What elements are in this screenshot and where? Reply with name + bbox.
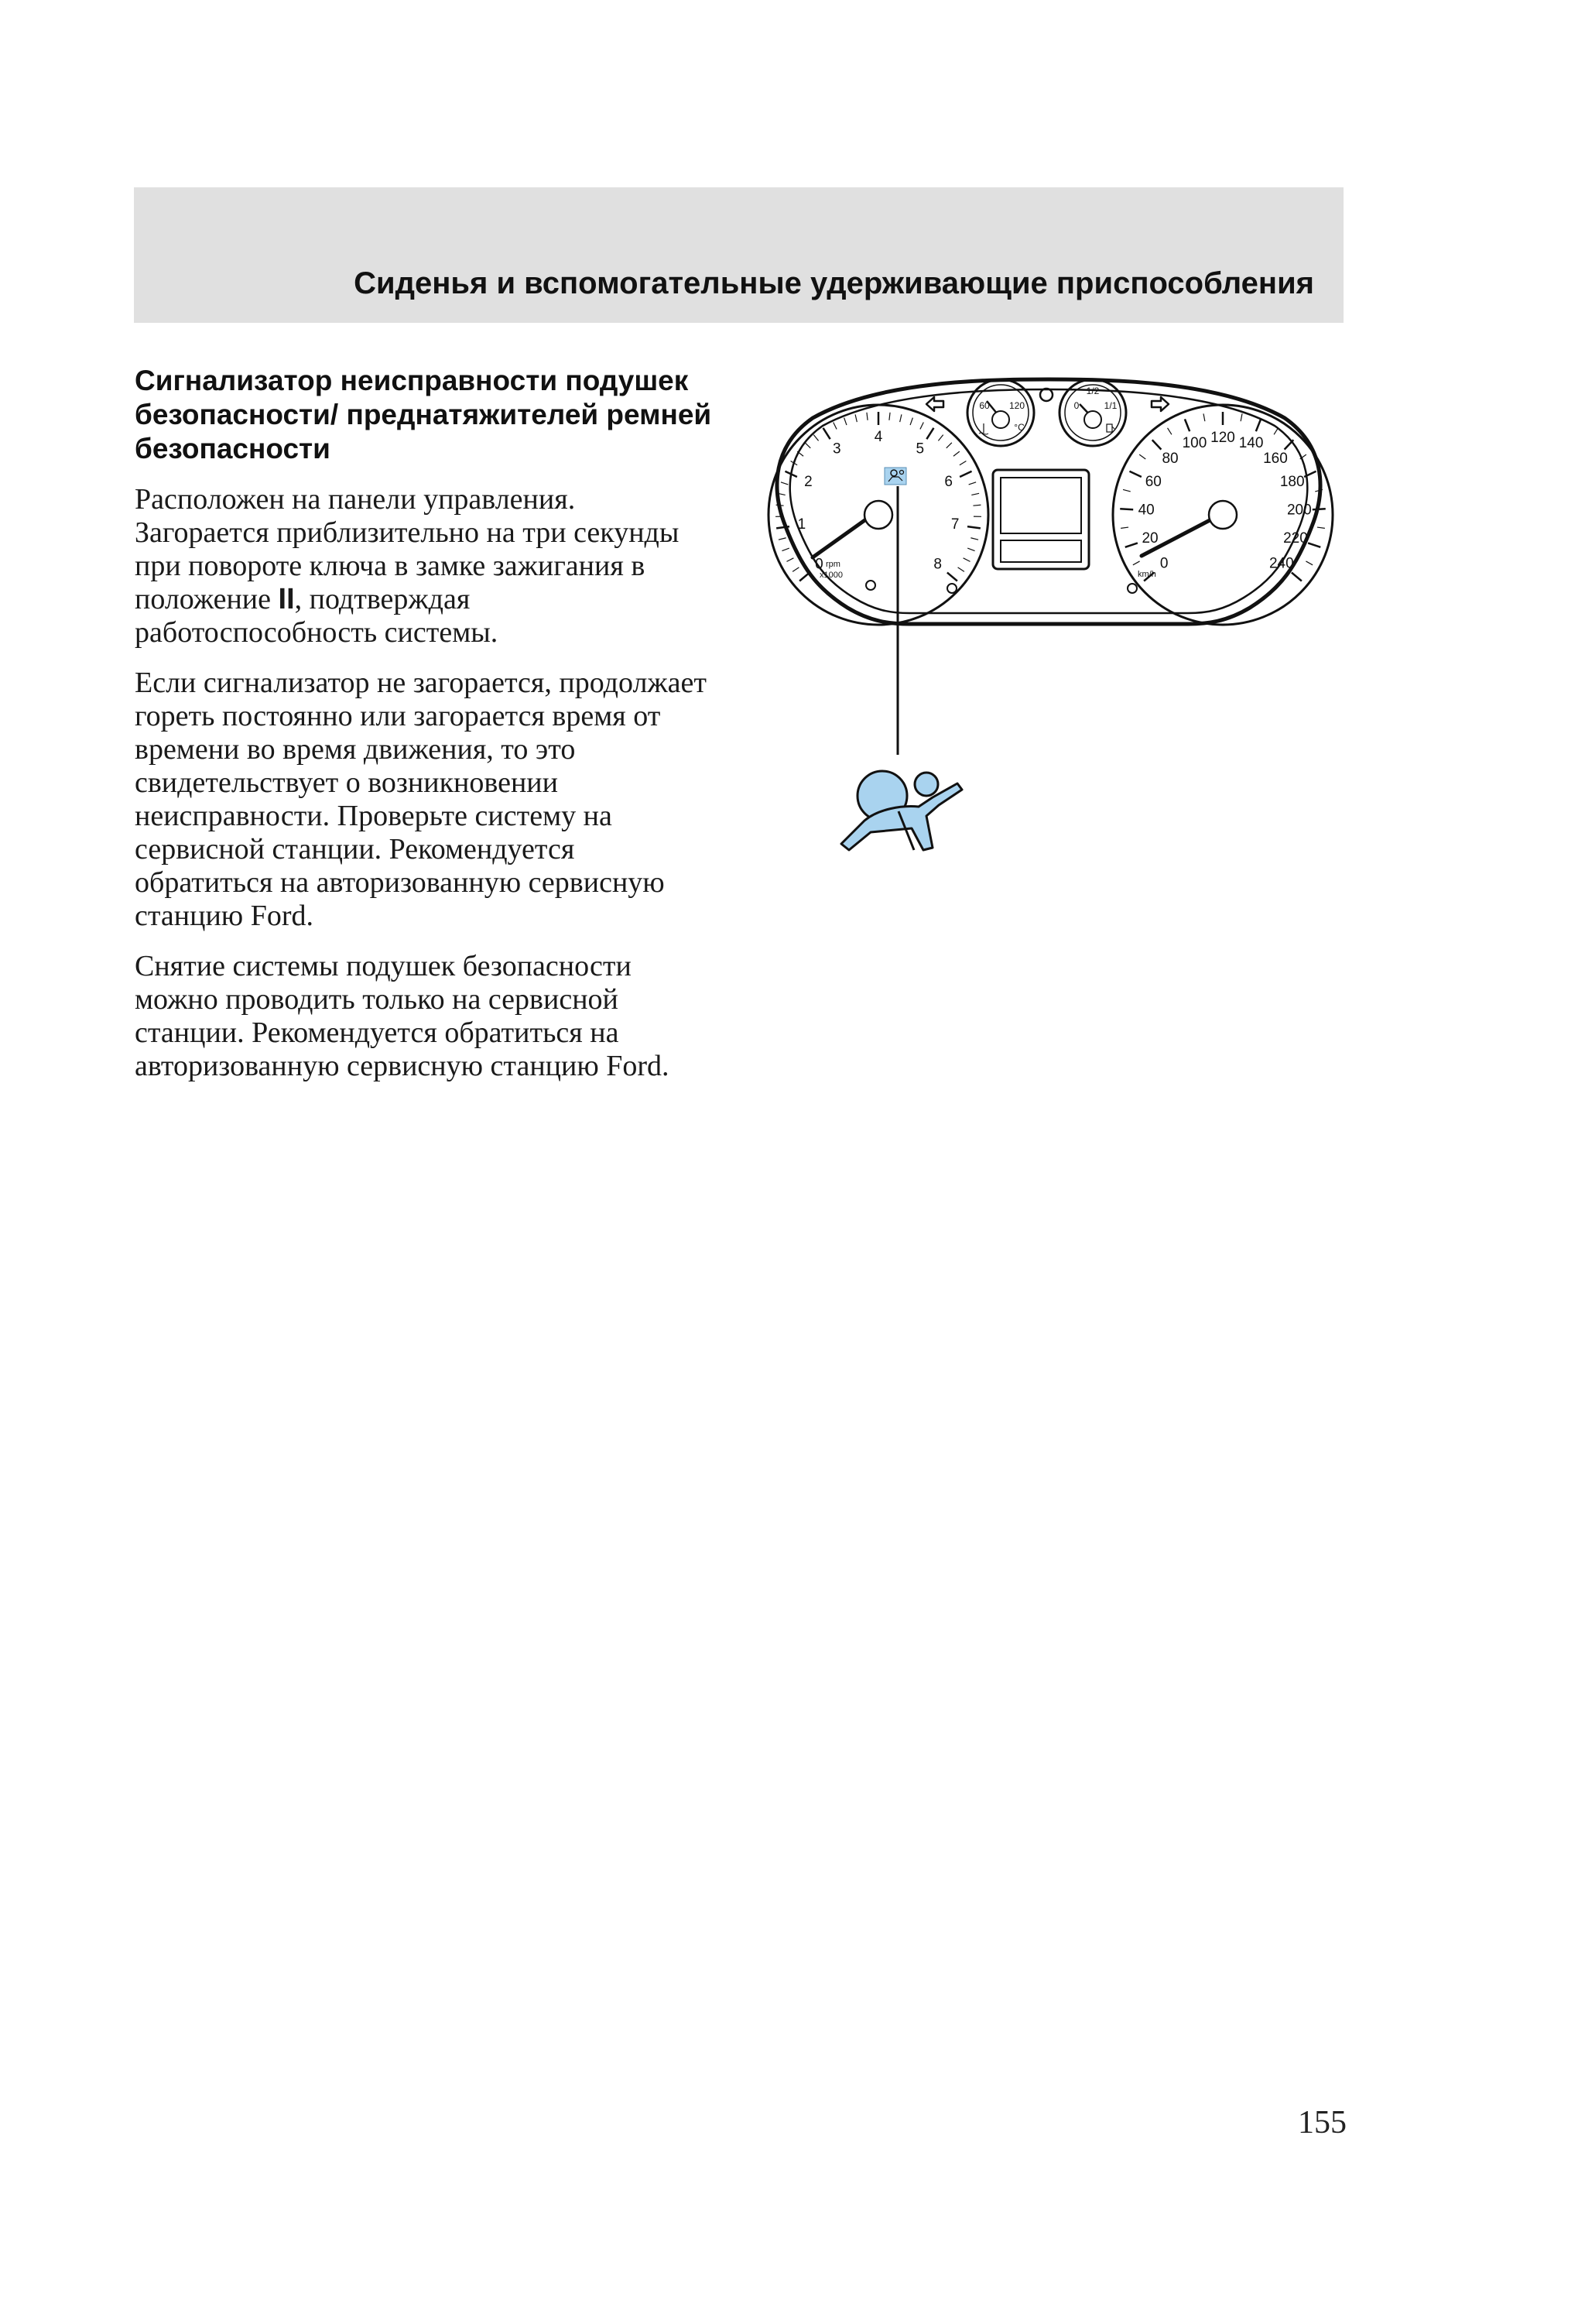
indicator-lamp-small (1128, 584, 1137, 593)
main-text-column (135, 364, 715, 1100)
center-display-lower (1001, 540, 1081, 562)
cluster-housing-inner (790, 389, 1307, 613)
paragraph-removal: Снятие системы подушек безопасности можно проводить только на сервисной станции. Рекомендуется обратиться на авторизованную сервисную станцию Ford. (135, 950, 669, 1082)
gauge-number: 100 (1182, 435, 1207, 452)
gauge-minor-tick (920, 422, 923, 429)
tachometer-unit: rpm (826, 560, 840, 569)
temperature-low: 60 (979, 400, 990, 412)
gauge-minor-tick (782, 548, 789, 551)
gauge-major-tick (1285, 440, 1294, 449)
gauge-major-tick (799, 573, 810, 581)
gauge-minor-tick (1241, 413, 1242, 421)
fuel-empty: 0 (1073, 400, 1080, 412)
gauge-minor-tick (844, 418, 847, 425)
gauge-minor-tick (834, 422, 837, 429)
gauge-number: 5 (916, 440, 925, 458)
gauge-number: 200 (1286, 502, 1312, 519)
tachometer-multiplier: x1000 (820, 571, 843, 580)
center-display (993, 470, 1089, 569)
gauge-minor-tick (813, 435, 818, 441)
gauge-minor-tick (1203, 413, 1205, 421)
gauge-minor-tick (938, 435, 943, 441)
instrument-cluster-illustration (755, 364, 1351, 890)
center-display-screen (1001, 478, 1081, 533)
tachometer-hub (864, 501, 892, 529)
indicator-lamp-small (866, 581, 875, 590)
gauge-number: 3 (832, 440, 841, 458)
paragraph-location-text-end: , подтверждая работоспособность системы. (135, 583, 498, 649)
paragraph-location-text: Расположен на панели управления. Загорается приблизительно на три секунды при повороте ключа в замке зажигания в положение (135, 483, 680, 615)
gauge-major-tick (1185, 419, 1190, 431)
speedometer-unit: km/h (1138, 570, 1156, 579)
gauge-minor-tick (1306, 561, 1313, 565)
gauge-number: 0 (1159, 555, 1169, 572)
gauge-number: 60 (1145, 474, 1162, 491)
gauge-minor-tick (779, 538, 786, 540)
indicator-lamp-small (947, 584, 957, 593)
paragraph-location (135, 483, 715, 650)
turn-left-arrow-icon (926, 397, 943, 411)
gauge-minor-tick (973, 505, 981, 506)
gauge-minor-tick (781, 482, 788, 485)
gauge-minor-tick (953, 451, 960, 456)
gauge-major-tick (947, 573, 957, 581)
gauge-minor-tick (1121, 527, 1128, 528)
temperature-unit: °C (1014, 422, 1025, 434)
gauge-number: 120 (1210, 430, 1235, 447)
gauge-number: 4 (874, 429, 883, 446)
gauge-major-tick (823, 428, 830, 439)
cluster-housing-outer (777, 379, 1320, 624)
gauge-number: 1 (797, 516, 806, 533)
tachometer-needle (813, 517, 869, 557)
gauge-minor-tick (1123, 489, 1131, 491)
gauge-number: 0 (815, 556, 823, 573)
gauge-minor-tick (947, 443, 952, 448)
indicator-lamp (1040, 389, 1053, 401)
fuel-half: 1/2 (1086, 386, 1100, 397)
chapter-header (134, 187, 1344, 323)
airbag-warning-lamp (885, 468, 906, 485)
gauge-minor-tick (971, 493, 979, 495)
fuel-hub (1084, 411, 1101, 428)
gauge-major-tick (1256, 419, 1261, 431)
page-number: 155 (1298, 2105, 1347, 2141)
gauge-minor-tick (805, 443, 810, 448)
gauge-number: 8 (933, 556, 942, 573)
gauge-major-tick (967, 526, 981, 528)
instrument-cluster-figure (755, 364, 1351, 890)
gauge-minor-tick (1133, 561, 1140, 565)
gauge-number: 2 (804, 473, 813, 490)
gauge-minor-tick (1139, 454, 1145, 459)
coolant-icon (979, 423, 988, 434)
gauge-minor-tick (855, 414, 857, 422)
gauge-number: 20 (1142, 530, 1159, 547)
temperature-high: 120 (1008, 400, 1025, 412)
gauge-major-tick (1292, 573, 1302, 581)
gauge-number: 140 (1238, 435, 1264, 452)
gauge-minor-tick (971, 538, 978, 540)
airbag-warning-icon (841, 771, 962, 850)
gauge-minor-tick (1274, 428, 1278, 434)
gauge-major-tick (926, 428, 933, 439)
gauge-major-tick (1152, 440, 1162, 449)
gauge-number: 220 (1283, 530, 1308, 547)
gauge-number: 40 (1138, 502, 1155, 519)
paragraph-malfunction: Если сигнализатор не загорается, продолжает гореть постоянно или загорается время от времени во время движения, то это свидетельствует о возникновении неисправности. Проверьте систему на сервисной станции. Рекомендуется обратиться на авторизованную сервисную станцию Ford. (135, 667, 707, 932)
turn-right-arrow-icon (1152, 397, 1169, 411)
speedometer-hub (1209, 501, 1237, 529)
gauge-minor-tick (964, 558, 971, 562)
gauge-number: 80 (1162, 451, 1179, 468)
gauge-minor-tick (786, 558, 793, 562)
fuel-full: 1/1 (1104, 400, 1118, 412)
gauge-number: 160 (1263, 451, 1288, 468)
gauge-major-tick (1129, 471, 1141, 477)
gauge-minor-tick (1168, 428, 1172, 434)
gauge-number: 7 (950, 516, 960, 533)
gauge-number: 240 (1268, 555, 1294, 572)
gauge-minor-tick (967, 548, 974, 551)
gauge-minor-tick (969, 482, 976, 485)
gauge-minor-tick (776, 505, 784, 506)
gauge-minor-tick (958, 567, 964, 572)
gauge-major-tick (960, 471, 971, 477)
ignition-position: II (278, 583, 295, 615)
gauge-minor-tick (792, 567, 799, 572)
gauge-major-tick (1308, 543, 1320, 547)
section-heading: Сигнализатор неисправности подушек безопасности/ преднатяжителей ремней безопасности (135, 365, 712, 464)
gauge-number: 180 (1279, 474, 1305, 491)
gauge-major-tick (1125, 543, 1138, 547)
gauge-minor-tick (900, 414, 902, 422)
gauge-minor-tick (867, 413, 868, 420)
chapter-title: Сиденья и вспомогательные удерживающие приспособления (354, 266, 1314, 300)
temperature-hub (992, 411, 1009, 428)
gauge-number: 6 (944, 473, 953, 490)
gauge-minor-tick (960, 461, 967, 465)
gauge-minor-tick (1317, 527, 1325, 528)
gauge-minor-tick (889, 413, 890, 420)
gauge-minor-tick (910, 418, 912, 425)
